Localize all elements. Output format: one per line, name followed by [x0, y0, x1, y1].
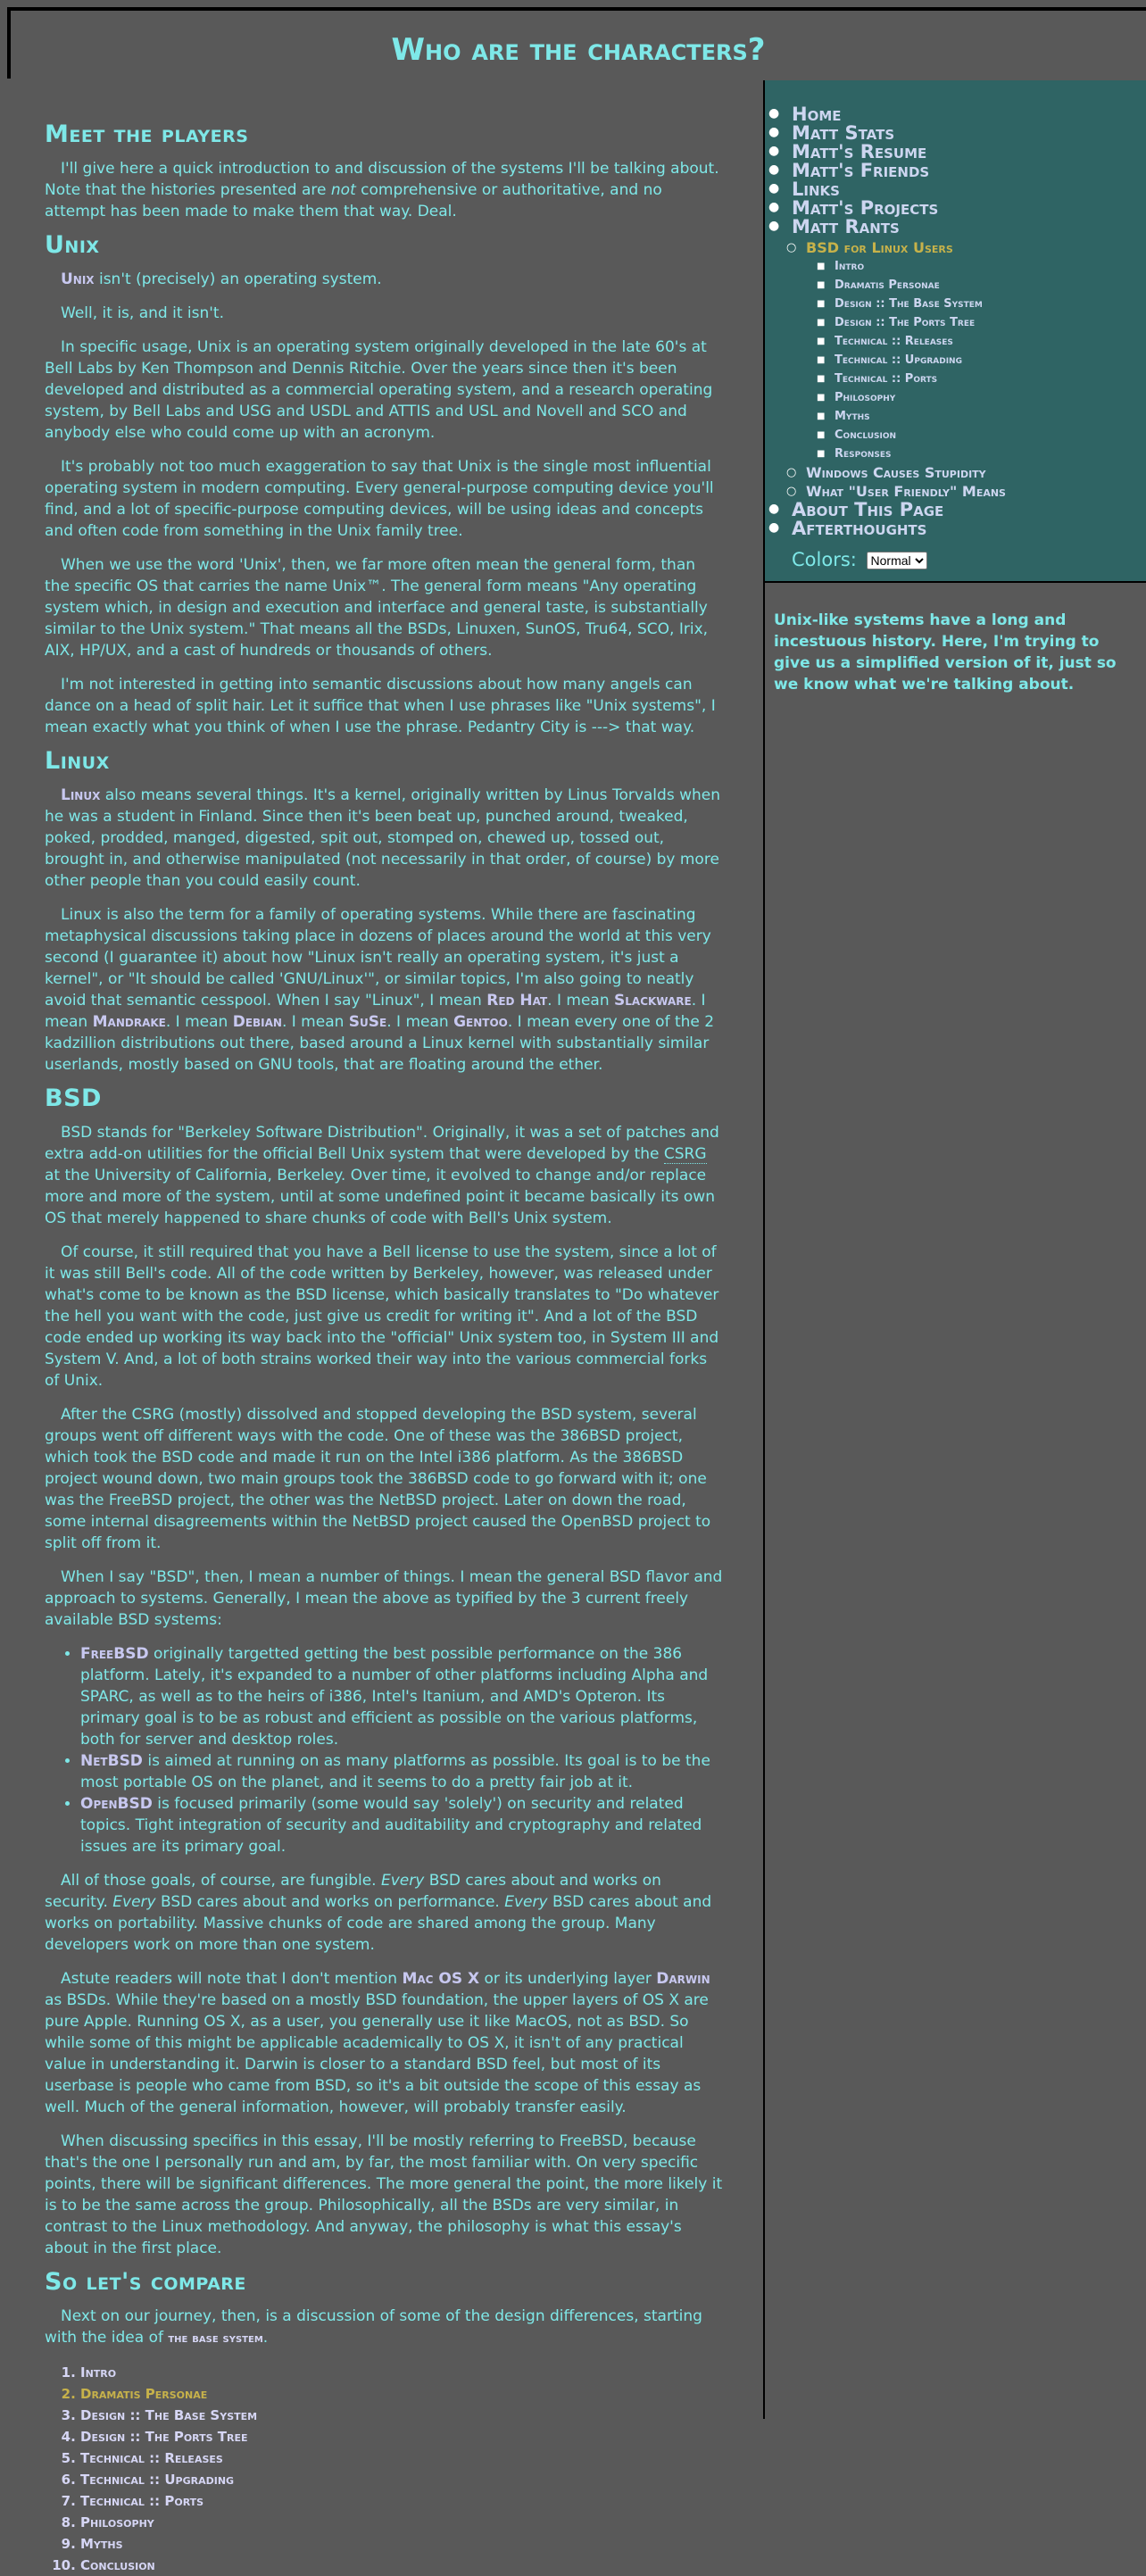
unix-paragraph-2: Well, it is, and it isn't. [61, 304, 224, 322]
unix-paragraph-4: It's probably not too much exaggeration to say that Unix is the single most influential operating system in modern computing. Every general-purpose computing device you'll find, and a lot of specific-purpose computing devices, will be using ideas and concepts and often code from something in the Unix family tree. [45, 458, 714, 540]
toc-item[interactable]: 3. Design :: The Base System [80, 2405, 725, 2426]
nav-item-home[interactable]: ● Home [792, 105, 1006, 124]
toc-item[interactable]: 10. Conclusion [80, 2555, 725, 2576]
toc-item[interactable]: 1. Intro [80, 2362, 725, 2383]
bsd-list [45, 1643, 725, 1857]
bsd-paragraph-3: After the CSRG (mostly) dissolved and stopped developing the BSD system, several groups went off different ways with the code. One of these was the 386BSD project, which took the BSD code and made it run on the Intel i386 platform. As the 386BSD project wound down, two main groups took the 386BSD code to go forward with it; one was the FreeBSD project, the other was the NetBSD project. Later on down the road, some internal disagreements within the NetBSD project caused the OpenBSD project to split off from it. [45, 1406, 711, 1552]
nav-item-afterthoughts[interactable]: ● Afterthoughts [792, 519, 1006, 538]
heading-so-lets-compare: So let's compare [45, 2268, 246, 2296]
nav-item-windows-causes-stupidity[interactable]: ○ Windows Causes Stupidity [806, 463, 1006, 482]
toc-item[interactable]: 5. Technical :: Releases [80, 2447, 725, 2469]
nav-item-about-this-page[interactable]: ● About This Page [792, 501, 1006, 519]
base-system-link[interactable]: the base system [168, 2331, 263, 2346]
toc-item[interactable]: 8. Philosophy [80, 2512, 725, 2533]
nav-item-design-base-system[interactable]: ■ Design :: The Base System [835, 295, 1006, 313]
nav-item-myths[interactable]: ■ Myths [835, 407, 1006, 426]
nav-item-dramatis-personae[interactable]: ■ Dramatis Personae [835, 276, 1006, 295]
main-content [45, 112, 725, 2576]
nav-item-technical-ports[interactable]: ■ Technical :: Ports [835, 370, 1006, 388]
heading-linux: Linux [45, 747, 110, 775]
bsd-item-openbsd: • OpenBSD is focused primarily (some would say 'solely') on security and related topics. Tight integration of security and auditability and cryptography and related issues are its primary goal. [80, 1793, 725, 1857]
sidebar-nav [765, 80, 1146, 583]
nav-item-matt-rants[interactable]: ● Matt Rants ○ BSD for Linux Users ■ Intro ■ Dramatis Personae ■ Design :: The Base System ■ Design :: The Ports Tree ■ Technical :: Releases ■ Technical :: Upgrading ■ Technical :: Ports ■ Philosophy ■ Myths ■ Conclusion ■ Responses ○ Windows Causes Stupidity ○ What "User Friendly" Means [792, 218, 1006, 501]
nav-item-matts-resume[interactable]: ● Matt's Resume [792, 143, 1006, 162]
bsd-paragraph-5: All of those goals, of course, are fungible. Every BSD cares about and works on security. Every BSD cares about and works on performance. Every BSD cares about and works on portability. Massive chunks of code are shared among the group. Many developers work on more than one system. [45, 1872, 712, 1954]
heading-unix: Unix [45, 231, 100, 259]
toc-item-current[interactable]: 2. Dramatis Personae [80, 2383, 725, 2405]
sidebar-note: Unix-like systems have a long and incestuous history. Here, I'm trying to give us a simplified version of it, just so we know what we're talking about. [774, 611, 1117, 694]
nav-item-technical-upgrading[interactable]: ■ Technical :: Upgrading [835, 351, 1006, 370]
bsd-paragraph-7: When discussing specifics in this essay, I'll be mostly referring to FreeBSD, because that's the one I personally run and am, by far, the most familiar with. On very specific points, there will be significant differences. The more general the point, the more likely it is to be the same across the group. Philosophically, all the BSDs are very similar, in contrast to the Linux methodology. And anyway, the philosophy is what this essay's about in the first place. [45, 2132, 723, 2257]
linux-paragraph-1: Linux also means several things. It's a kernel, originally written by Linus Torvalds when he was a student in Finland. Since then it's been beat up, punched around, tweaked, poked, prodded, manged, digested, spit out, stomped on, chewed up, tossed out, brought in, and otherwise manipulated (not necessarily in that order, of course) by more other people than you could easily count. [45, 786, 720, 890]
nav-item-design-ports-tree[interactable]: ■ Design :: The Ports Tree [835, 313, 1006, 332]
nav-item-matts-friends[interactable]: ● Matt's Friends [792, 162, 1006, 180]
nav-rants-list [792, 238, 1006, 501]
unix-paragraph-3: In specific usage, Unix is an operating system originally developed in the late 60's at Bell Labs by Ken Thompson and Dennis Ritchie. Over the years since then it's been developed and distributed as a commercial operating system, and a research operating system, by Bell Labs and USG and USDL and ATTIS and USL and Novell and SCO and anybody else who could come up with an acronym. [45, 338, 713, 442]
toc-list [45, 2362, 725, 2576]
bsd-paragraph-4: When I say "BSD", then, I mean a number of things. I mean the general BSD flavor and approach to systems. Generally, I mean the above as typified by the 3 current freely available BSD systems: [45, 1568, 723, 1629]
csrg-abbr: CSRG [663, 1145, 707, 1163]
toc-item[interactable]: 6. Technical :: Upgrading [80, 2469, 725, 2490]
nav-item-matt-stats[interactable]: ● Matt Stats [792, 124, 1006, 143]
intro-paragraph: I'll give here a quick introduction to and discussion of the systems I'll be talking about. Note that the histories presented are not comprehensive or authoritative, and no attempt has been made to make them that way. Deal. [45, 160, 719, 220]
nav-item-conclusion[interactable]: ■ Conclusion [835, 426, 1006, 445]
colors-control [792, 549, 927, 570]
nav-item-links[interactable]: ● Links [792, 180, 1006, 199]
compare-paragraph: Next on our journey, then, is a discussion of some of the design differences, starting with the idea of the base system. [45, 2307, 702, 2347]
linux-paragraph-2: Linux is also the term for a family of operating systems. While there are fascinating metaphysical discussions taking place in dozens of places around the world at this very second (I guarantee it) about how "Linux isn't really an operating system, it's just a kernel", or "It should be called 'GNU/Linux'", or similar topics, I'm also going to neatly avoid that semantic cesspool. When I say "Linux", I mean Red Hat. I mean Slackware. I mean Mandrake. I mean Debian. I mean SuSe. I mean Gentoo. I mean every one of the 2 kadzillion distributions out there, based around a Linux kernel with substantially similar userlands, mostly based on GNU tools, that are floating around the ether. [45, 906, 715, 1074]
nav-list [792, 105, 1006, 538]
heading-meet-the-players: Meet the players [45, 120, 249, 148]
nav-item-technical-releases[interactable]: ■ Technical :: Releases [835, 332, 1006, 351]
toc-item[interactable]: 7. Technical :: Ports [80, 2490, 725, 2512]
bsd-paragraph-2: Of course, it still required that you have a Bell license to use the system, since a lot of it was still Bell's code. All of the code written by Berkeley, however, was released under what's come to be known as the BSD license, which basically translates to "Do whatever the hell you want with the code, just give us credit for writing it". And a lot of the BSD code ended up working its way back into the "official" Unix system too, in System III and System V. And, a lot of both strains worked their way into the various commercial forks of Unix. [45, 1243, 719, 1390]
colors-select[interactable] [867, 552, 927, 569]
bsd-paragraph-6: Astute readers will note that I don't mention Mac OS X or its underlying layer Darwin as BSDs. While they're based on a mostly BSD foundation, the upper layers of OS X are pure Apple. Running OS X, as a user, you generally use it like MacOS, not as BSD. So while some of this might be applicable academically to OS X, it isn't of any practical value in understanding it. Darwin is closer to a standard BSD feel, but most of its userbase is people who came from BSD, so it's a bit outside the scope of this essay as well. Much of the general information, however, will probably transfer easily. [45, 1970, 710, 2116]
unix-paragraph-5: When we use the word 'Unix', then, we far more often mean the general form, than the specific OS that carries the name Unix™. The general form means "Any operating system which, in design and execution and interface and general taste, is substantially similar to the Unix system." That means all the BSDs, Linuxen, SunOS, Tru64, SCO, Irix, AIX, HP/UX, and a cast of hundreds or thousands of others. [45, 556, 709, 660]
nav-item-intro[interactable]: ■ Intro [835, 257, 1006, 276]
colors-label: Colors: [792, 549, 857, 570]
page-title: Who are the characters? [391, 32, 766, 68]
nav-bsd-sections [806, 257, 1006, 463]
heading-bsd: BSD [45, 1084, 102, 1112]
nav-item-bsd-for-linux-users[interactable]: ○ BSD for Linux Users ■ Intro ■ Dramatis Personae ■ Design :: The Base System ■ Design :: The Ports Tree ■ Technical :: Releases ■ Technical :: Upgrading ■ Technical :: Ports ■ Philosophy ■ Myths ■ Conclusion ■ Responses [806, 238, 1006, 463]
page-header [7, 7, 1146, 79]
nav-item-philosophy[interactable]: ■ Philosophy [835, 388, 1006, 407]
bsd-paragraph-1: BSD stands for "Berkeley Software Distribution". Originally, it was a set of patches and extra add-on utilities for the official Bell Unix system that were developed by the CSRG at the University of California, Berkeley. Over time, it evolved to change and/or replace more and more of the system, until at some undefined point it became basically its own OS that merely happened to share chunks of code with Bell's Unix system. [45, 1124, 719, 1227]
unix-paragraph-1: Unix isn't (precisely) an operating system. [61, 270, 382, 288]
nav-item-responses[interactable]: ■ Responses [835, 445, 1006, 463]
unix-paragraph-6: I'm not interested in getting into semantic discussions about how many angels can dance on a head of split hair. Let it suffice that when I use phrases like "Unix systems", I mean exactly what you think of when I use the phrase. Pedantry City is ---> that way. [45, 676, 716, 736]
nav-item-matts-projects[interactable]: ● Matt's Projects [792, 199, 1006, 218]
bsd-item-freebsd: • FreeBSD originally targetted getting the best possible performance on the 386 platform. Lately, it's expanded to a number of other platforms including Alpha and SPARC, as well as to the heirs of i386, Intel's Itanium, and AMD's Opteron. Its primary goal is to be as robust and efficient as possible on the various platforms, both for server and desktop roles. [80, 1643, 725, 1750]
toc-item[interactable]: 9. Myths [80, 2533, 725, 2555]
nav-item-user-friendly[interactable]: ○ What "User Friendly" Means [806, 482, 1006, 501]
bsd-item-netbsd: • NetBSD is aimed at running on as many platforms as possible. Its goal is to be the most portable OS on the planet, and it seems to do a pretty fair job at it. [80, 1750, 725, 1793]
toc-item[interactable]: 4. Design :: The Ports Tree [80, 2426, 725, 2447]
